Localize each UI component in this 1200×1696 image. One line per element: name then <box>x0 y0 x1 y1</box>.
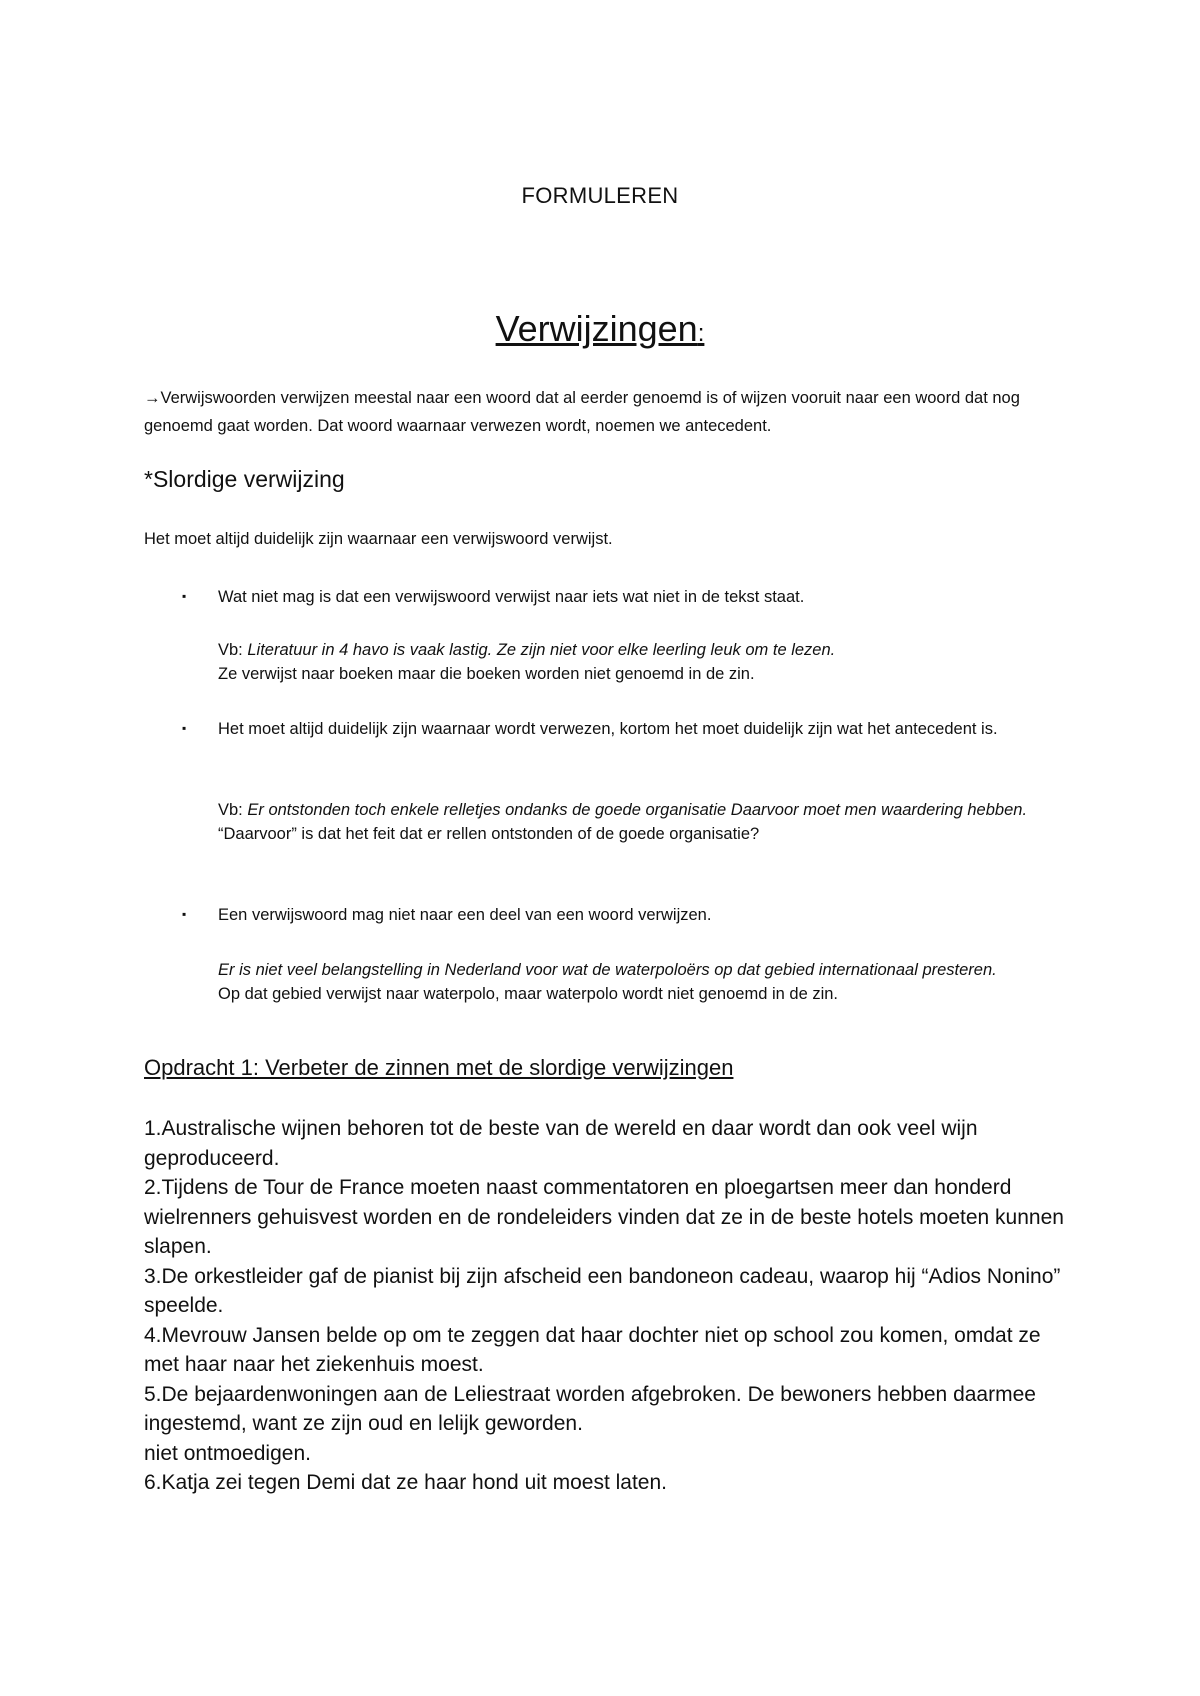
example-italic: Literatuur in 4 havo is vaak lastig. Ze zijn niet voor elke leerling leuk om te lezen. <box>247 641 836 659</box>
example-italic: Er is niet veel belangstelling in Nederland voor wat de waterpoloërs op dat gebied internationaal presteren. <box>218 961 997 979</box>
intro-paragraph: →Verwijswoorden verwijzen meestal naar een woord dat al eerder genoemd is of wijzen vooruit naar een woord dat nog genoemd gaat worden. Dat woord waarnaar verwezen wordt, noemen we antecedent. <box>144 389 1020 435</box>
title-text: Verwijzingen <box>495 308 698 349</box>
rule-intro: Het moet altijd duidelijk zijn waarnaar een verwijswoord verwijst. <box>144 530 613 548</box>
bullet-text: Een verwijswoord mag niet naar een deel van een woord verwijzen. <box>218 906 712 924</box>
example-prefix: Vb: <box>218 641 248 659</box>
exercise-item: 6.Katja zei tegen Demi dat ze haar hond uit moest laten. <box>144 1471 667 1494</box>
example-explanation: “Daarvoor” is dat het feit dat er rellen ontstonden of de goede organisatie? <box>218 825 760 843</box>
exercise-item: 5.De bejaardenwoningen aan de Leliestraat worden afgebroken. De bewoners hebben daarmee ingestemd, want ze zijn oud en lelijk geworden. <box>144 1382 1036 1435</box>
assignment-heading: Opdracht 1: Verbeter de zinnen met de slordige verwijzingen <box>144 1055 734 1080</box>
title-colon: : <box>697 320 705 347</box>
example-explanation: Op dat gebied verwijst naar waterpolo, maar waterpolo wordt niet genoemd in de zin. <box>218 985 839 1003</box>
example-explanation: Ze verwijst naar boeken maar die boeken worden niet genoemd in de zin. <box>218 665 755 683</box>
exercise-item: 2.Tijdens de Tour de France moeten naast commentatoren en ploegartsen meer dan honderd wielrenners gehuisvest worden en de rondeleiders vinden dat ze in de beste hotels moeten kunnen slapen. <box>144 1176 1064 1258</box>
exercise-list <box>144 1114 1074 1498</box>
section-heading: *Slordige verwijzing <box>144 466 345 492</box>
document-header: FORMULEREN <box>521 183 679 208</box>
bullet-text: Wat niet mag is dat een verwijswoord verwijst naar iets wat niet in de tekst staat. <box>218 588 805 606</box>
example-sentence <box>218 958 1078 982</box>
bullet-marker: ▪ <box>182 907 187 921</box>
bullet-marker: ▪ <box>182 721 187 735</box>
example-sentence <box>218 798 1078 822</box>
example-block <box>218 958 1078 1006</box>
example-block <box>218 638 1078 686</box>
example-italic: Er ontstonden toch enkele relletjes ondanks de goede organisatie Daarvoor moet men waardering hebben. <box>247 801 1028 819</box>
bullet-text: Het moet altijd duidelijk zijn waarnaar wordt verwezen, kortom het moet duidelijk zijn wat het antecedent is. <box>218 720 998 738</box>
exercise-item: 3.De orkestleider gaf de pianist bij zijn afscheid een bandoneon cadeau, waarop hij “Adios Nonino” speelde. <box>144 1264 1061 1317</box>
exercise-item: 4.Mevrouw Jansen belde op om te zeggen dat haar dochter niet op school zou komen, omdat ze met haar naar het ziekenhuis moest. <box>144 1323 1041 1376</box>
exercise-item: 1.Australische wijnen behoren tot de beste van de wereld en daar wordt dan ook veel wijn geproduceerd. <box>144 1117 978 1170</box>
example-sentence <box>218 638 1078 662</box>
example-prefix: Vb: <box>218 801 248 819</box>
example-block <box>218 798 1078 846</box>
page-title <box>0 308 1200 350</box>
bullet-marker: ▪ <box>182 589 187 603</box>
exercise-item: niet ontmoedigen. <box>144 1441 311 1465</box>
